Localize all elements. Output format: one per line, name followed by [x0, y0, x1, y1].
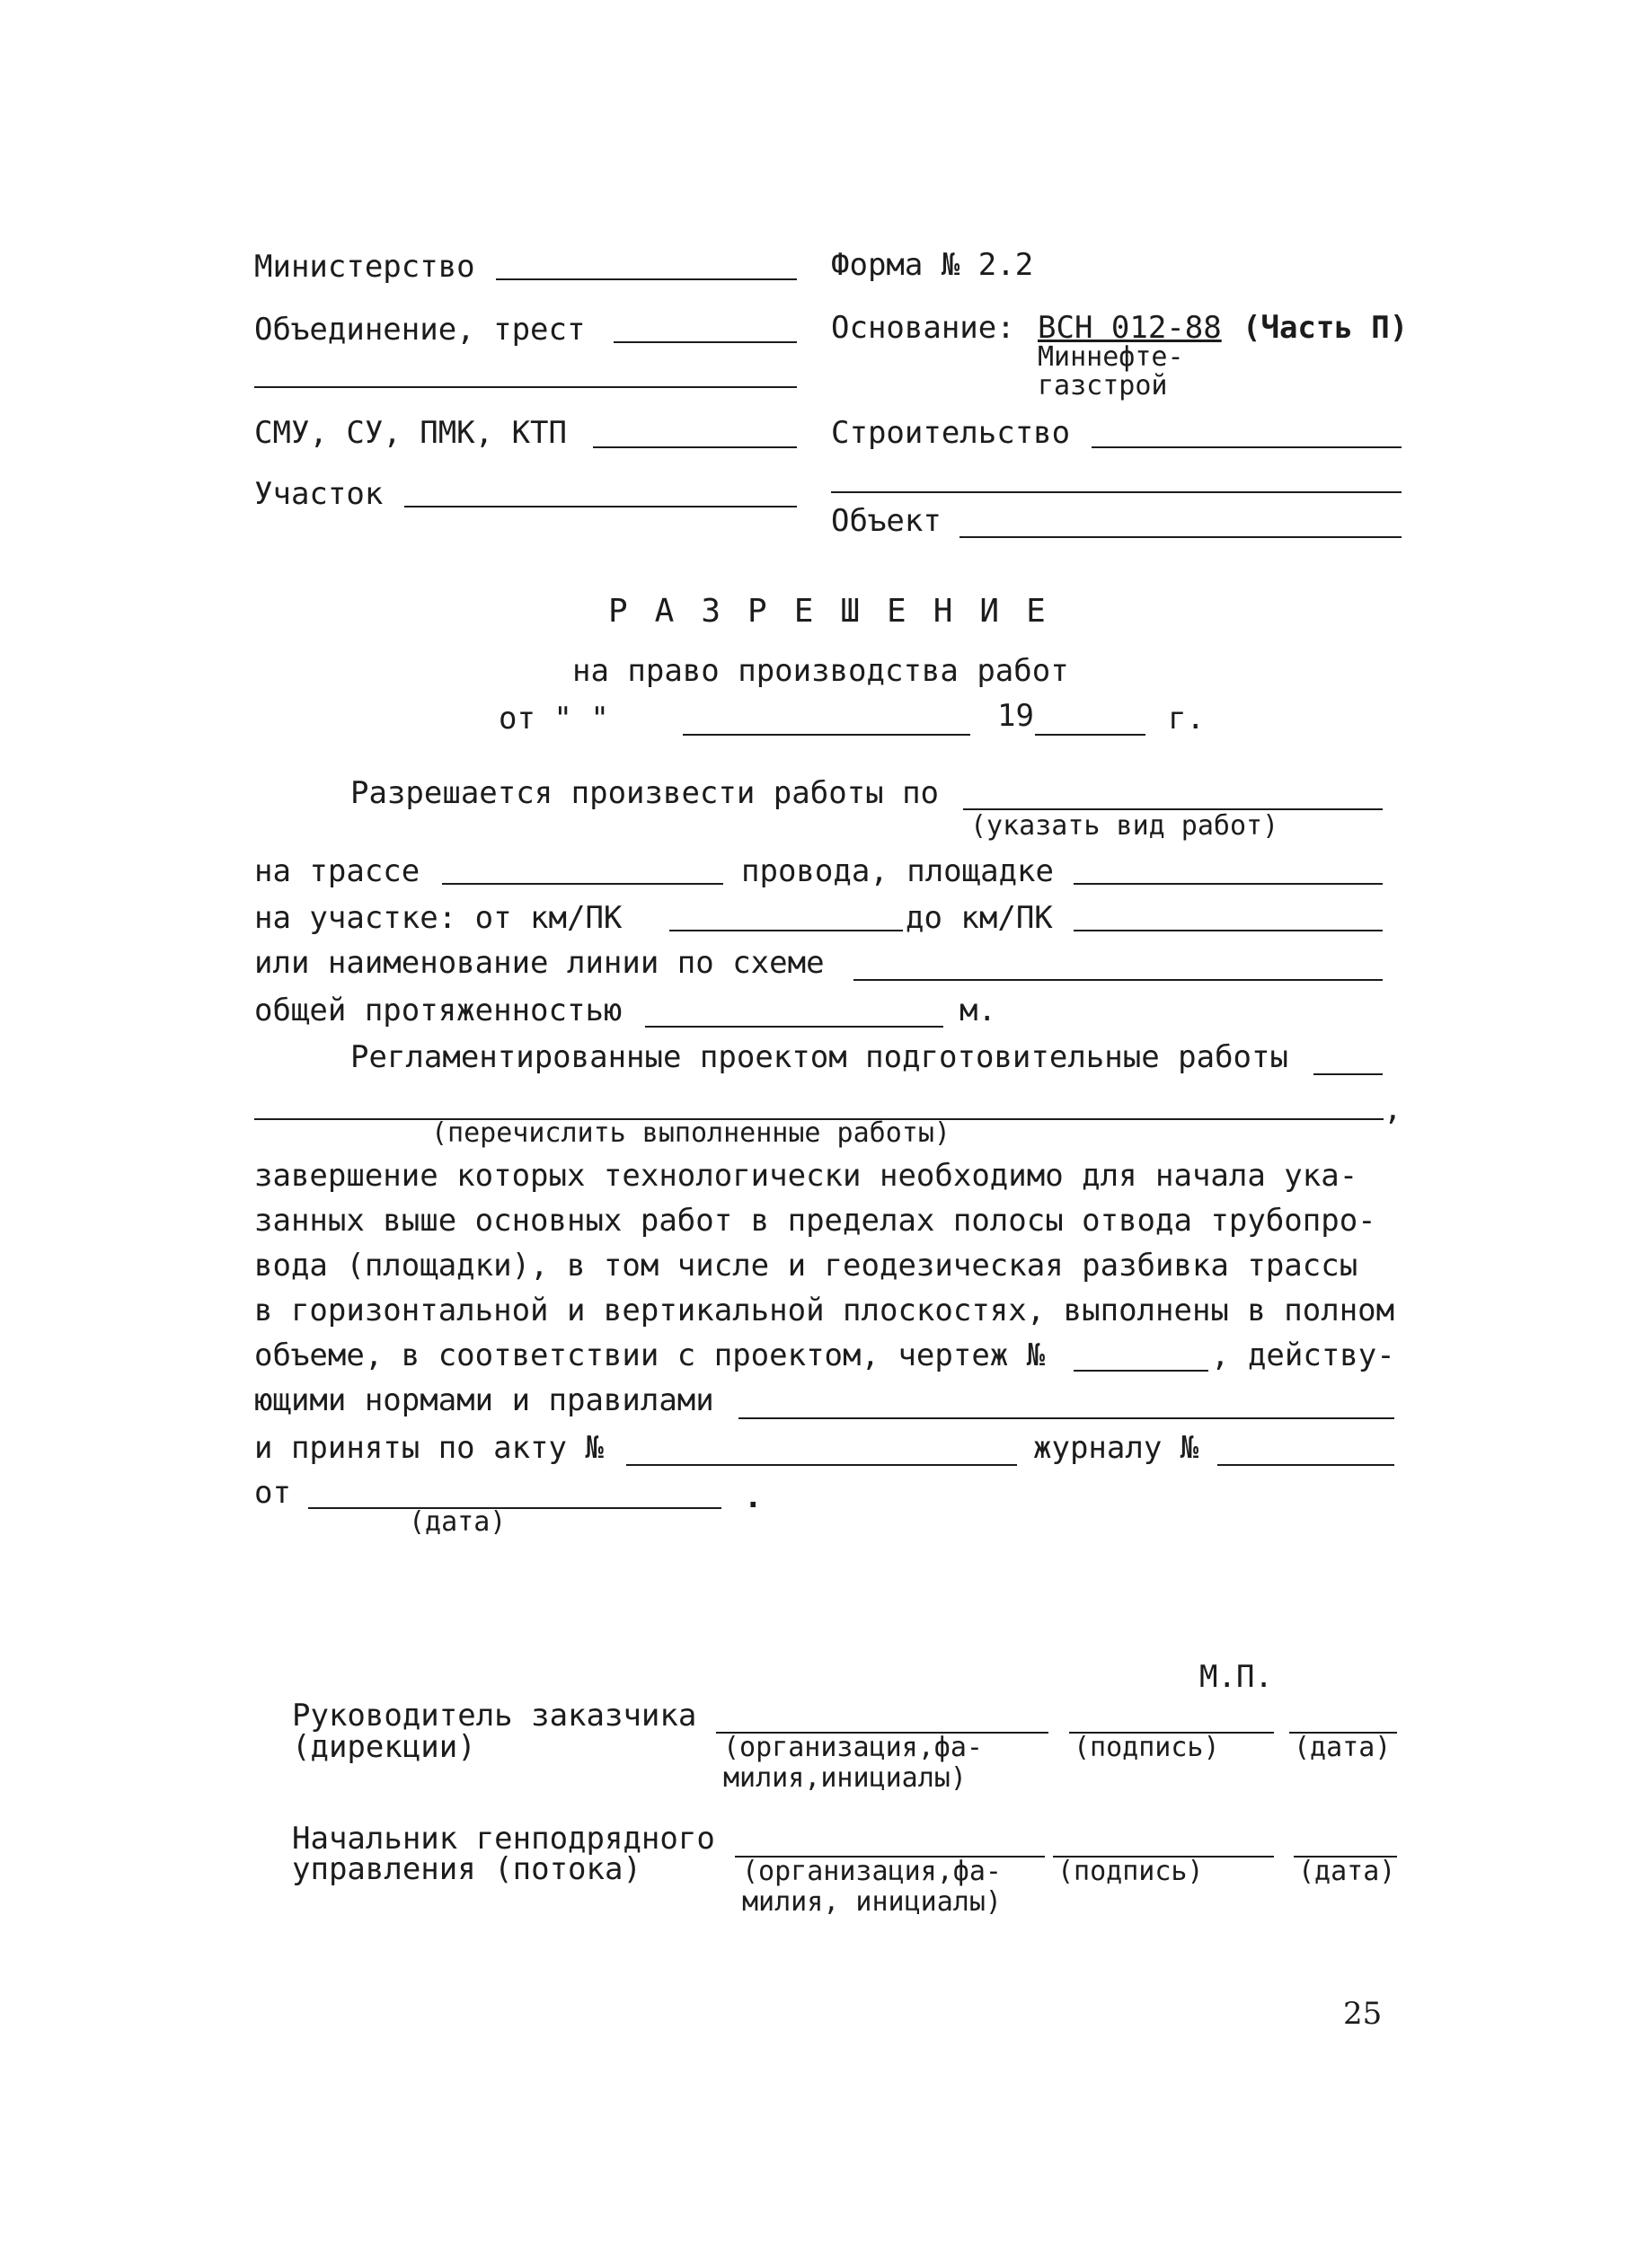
- gen-org-hint-2: милия, инициалы): [742, 1886, 1002, 1918]
- units-label: СМУ, СУ, ПМК, КТП: [254, 415, 567, 451]
- segment-to-label: до км/ПК: [906, 900, 1053, 936]
- act-number-field[interactable]: [626, 1464, 1017, 1466]
- association-label: Объединение, трест: [254, 312, 586, 348]
- line-name-label: или наименование линии по схеме: [254, 945, 825, 981]
- paragraph-line-3: вода (площадки), в том числе и геодезическая разбивка трассы: [254, 1248, 1358, 1284]
- paragraph-line-6: ющими нормами и правилами: [254, 1382, 714, 1418]
- year-field[interactable]: [1035, 734, 1145, 736]
- paragraph-line-4: в горизонтальной и вертикальной плоскостях, выполнены в полном: [254, 1293, 1395, 1328]
- basis-label: Основание:: [831, 310, 1015, 346]
- journal-label: журналу №: [1033, 1430, 1199, 1466]
- construction-field-2[interactable]: [831, 491, 1402, 493]
- paragraph-line-1: завершение которых технологически необходимо для начала ука-: [254, 1158, 1358, 1194]
- section-field[interactable]: [404, 506, 797, 507]
- basis-part: (Часть П): [1242, 310, 1409, 346]
- paragraph-line-5-end: , действу-: [1211, 1337, 1395, 1373]
- basis-org-2: газстрой: [1038, 370, 1168, 402]
- units-field[interactable]: [593, 446, 797, 448]
- line-name-field[interactable]: [853, 979, 1383, 981]
- construction-label: Строительство: [831, 415, 1071, 451]
- route-label: на трассе: [254, 853, 420, 889]
- object-field[interactable]: [959, 536, 1402, 538]
- customer-org-hint-2: милия,инициалы): [723, 1762, 967, 1794]
- work-permit-text: Разрешается произвести работы по: [350, 775, 940, 811]
- site-field[interactable]: [1074, 883, 1383, 885]
- customer-sign-hint: (подпись): [1074, 1732, 1220, 1763]
- journal-number-field[interactable]: [1217, 1464, 1394, 1466]
- year-prefix: 19: [997, 698, 1034, 734]
- basis-doc: ВСН 012-88: [1038, 310, 1222, 346]
- document-title: РАЗРЕШЕНИЕ: [608, 593, 1073, 630]
- length-unit: м.: [959, 993, 996, 1028]
- from-label: от: [254, 1475, 291, 1511]
- from-date-hint: (дата): [409, 1506, 507, 1538]
- drawing-number-field[interactable]: [1074, 1370, 1208, 1372]
- section-label: Участок: [254, 476, 384, 512]
- accepted-act-label: и приняты по акту №: [254, 1430, 604, 1466]
- regulated-field[interactable]: [1313, 1073, 1383, 1075]
- association-field[interactable]: [614, 341, 797, 343]
- date-from-label: от " ": [499, 701, 609, 737]
- gen-date-hint: (дата): [1298, 1856, 1396, 1887]
- segment-from-field[interactable]: [669, 930, 903, 931]
- from-date-dot: .: [744, 1479, 763, 1515]
- ministry-label: Министерство: [254, 249, 475, 285]
- form-number: Форма № 2.2: [831, 247, 1034, 283]
- basis-org-1: Миннефте-: [1038, 341, 1184, 373]
- general-contractor-title: Начальник генподрядного: [292, 1821, 715, 1857]
- customer-date-hint: (дата): [1294, 1732, 1392, 1763]
- gen-org-hint-1: (организация,фа-: [742, 1856, 1002, 1887]
- customer-subtitle: (дирекции): [292, 1729, 476, 1765]
- regulated-text: Регламентированные проектом подготовительные работы: [350, 1039, 1288, 1075]
- segment-from-label: на участке: от км/ПК: [254, 900, 623, 936]
- document-subtitle: на право производства работ: [572, 653, 1069, 689]
- norms-field[interactable]: [738, 1417, 1394, 1419]
- ministry-field[interactable]: [496, 278, 797, 280]
- total-length-field[interactable]: [645, 1026, 943, 1028]
- association-field-2[interactable]: [254, 386, 797, 388]
- paragraph-line-5: объеме, в соответствии с проектом, чертеж №: [254, 1337, 1046, 1373]
- completed-works-comma: ,: [1384, 1091, 1402, 1127]
- completed-works-hint: (перечислить выполненные работы): [431, 1117, 951, 1149]
- page-number: 25: [1343, 1996, 1383, 2032]
- gen-sign-hint: (подпись): [1057, 1856, 1204, 1887]
- work-type-hint: (указать вид работ): [970, 810, 1279, 842]
- from-date-field[interactable]: [308, 1507, 721, 1509]
- paragraph-line-2: занных выше основных работ в пределах полосы отвода трубопро-: [254, 1203, 1376, 1239]
- pipe-site-label: провода, площадке: [741, 853, 1054, 889]
- route-field[interactable]: [442, 883, 723, 885]
- general-contractor-subtitle: управления (потока): [292, 1851, 641, 1887]
- stamp-place: М.П.: [1199, 1659, 1273, 1695]
- date-field[interactable]: [683, 734, 970, 736]
- year-suffix: г.: [1168, 701, 1205, 737]
- customer-org-hint-1: (организация,фа-: [723, 1732, 983, 1763]
- construction-field[interactable]: [1092, 446, 1402, 448]
- customer-title: Руководитель заказчика: [292, 1698, 697, 1734]
- total-length-label: общей протяженностью: [254, 993, 623, 1028]
- segment-to-field[interactable]: [1074, 930, 1383, 931]
- object-label: Объект: [831, 503, 942, 539]
